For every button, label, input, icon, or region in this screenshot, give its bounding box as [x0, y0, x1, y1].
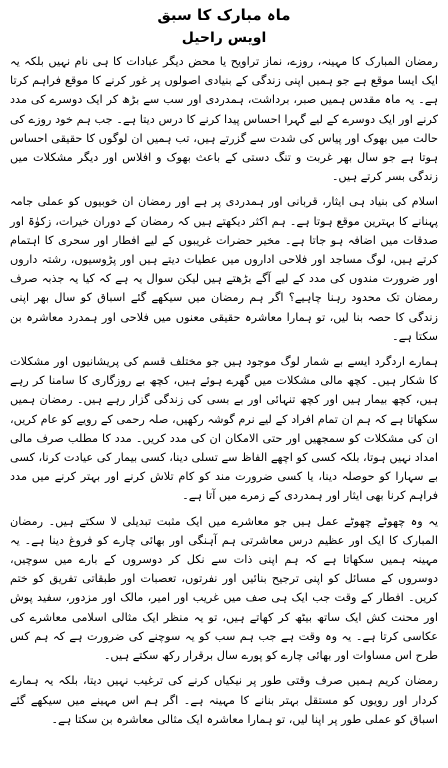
- article-paragraph: رمضان المبارک کا مہینہ، روزے، نماز تراویح یا محض دیگر عبادات کا ہی نام نہیں بلکہ یہ ایک ایسا موقع ہے جو ہمیں اپنی زندگی کے بنیادی اصولوں پر غور کرنے کا موقع فراہم کرتا ہے۔ یہ ماہ مقدس ہمیں صبر، برداشت، ہمدردی اور سب سے بڑھ کر ایک دوسرے کی مدد کرنے اور ایک دوسرے کے لیے گہرا احساس پیدا کرنے کا درس دیتا ہے۔ جب ہم خود روزے کی حالت میں بھوک اور پیاس کی شدت سے گزرتے ہیں، تب ہمیں ان لوگوں کا حقیقی احساس ہوتا ہے جو سال بھر غربت و تنگ دستی کے باعث بھوک و افلاس اور دیگر مشکلات میں زندگی بسر کرتے ہیں۔: [10, 55, 438, 184]
- article-title: ماہ مبارک کا سبق: [157, 6, 291, 24]
- article-paragraph: اسلام کی بنیاد ہی ایثار، قربانی اور ہمدردی پر ہے اور رمضان ان خوبیوں کو عملی جامہ پہنانے کا بہترین موقع ہوتا ہے۔ ہم اکثر دیکھتے ہیں کہ رمضان کے دوران خیرات، زکوٰۃ اور صدقات میں اضافہ ہو جاتا ہے۔ مخیر حضرات غریبوں کے لیے افطار اور سحری کا اہتمام کرتے ہیں، لوگ مساجد اور فلاحی اداروں میں عطیات دیتے ہیں اور پڑوسیوں، رشتہ داروں اور ضرورت مندوں کی مدد کے لیے آگے بڑھتے ہیں لیکن سوال یہ ہے کہ کیا یہ جذبہ صرف رمضان تک محدود رہنا چاہیے؟ اگر ہم رمضان میں سیکھے گئے اسباق کو سال بھر اپنی زندگی کا حصہ بنا لیں، تو ہمارا معاشرہ حقیقی معنوں میں فلاحی اور ہمدرد معاشرہ بن سکتا ہے۔: [10, 195, 438, 343]
- article-paragraph: رمضان کریم ہمیں صرف وقتی طور پر نیکیاں کرنے کی ترغیب نہیں دیتا، بلکہ یہ ہمارے کردار اور رویوں کو مستقل بہتر بنانے کا مہینہ ہے۔ اگر ہم اس مہینے میں سیکھے گئے اسباق کو عملی طور پر اپنا لیں، تو ہمارا معاشرہ ایک مثالی معاشرہ بن سکتا ہے۔: [10, 674, 438, 726]
- article-paragraph: ہمارے اردگرد ایسے بے شمار لوگ موجود ہیں جو مختلف قسم کی پریشانیوں اور مشکلات کا شکار ہیں۔ کچھ مالی مشکلات میں گھرے ہوئے ہیں، کچھ بے روزگاری کا سامنا کر رہے ہیں، کچھ بیمار ہیں اور کچھ تنہائی اور بے بسی کی زندگی گزار رہے ہیں۔ رمضان ہمیں سکھاتا ہے کہ ہم ان تمام افراد کے لیے نرم گوشہ رکھیں، صلہ رحمی کے رویے کو عام کریں، ان کی مشکلات کو سمجھیں اور حتی الامکان ان کی مدد کریں۔ مدد کا مطلب صرف مالی امداد نہیں ہوتا، بلکہ کسی کو اچھے الفاظ سے تسلی دینا، کسی بیمار کی عیادت کرنا، کسی بے سہارا کو حوصلہ دینا، یا کسی ضرورت مند کو کام تلاش کرنے اور بہتر کرنے میں مدد فراہم کرنا بھی ایثار اور ہمدردی کے زمرے میں آتا ہے۔: [10, 355, 438, 503]
- article-paragraph: یہ وہ چھوٹے چھوٹے عمل ہیں جو معاشرے میں ایک مثبت تبدیلی لا سکتے ہیں۔ رمضان المبارک کا ایک اور عظیم درس معاشرتی ہم آہنگی اور بھائی چارے کو فروغ دینا ہے۔ یہ مہینہ ہمیں سکھاتا ہے کہ ہم اپنی ذات سے نکل کر دوسروں کے بارے میں سوچیں، دوسروں کے مسائل کو اپنی ترجیح بنائیں اور نفرتوں، تعصبات اور طبقاتی تفریق کو ختم کریں۔ افطار کے وقت جب ایک ہی صف میں غریب اور امیر، مالک اور مزدور، سفید پوش اور محنت کش ایک ساتھ بیٹھ کر کھاتے ہیں، تو یہ منظر ایک مثالی اسلامی معاشرے کی عکاسی کرتا ہے۔ یہ وہ وقت ہے جب ہم سب کو یہ سوچنے کی ضرورت ہے کہ ہم کس طرح اس مساوات اور بھائی چارے کو پورے سال برقرار رکھ سکتے ہیں۔: [10, 514, 438, 663]
- article-author: اویس راحیل: [181, 30, 267, 46]
